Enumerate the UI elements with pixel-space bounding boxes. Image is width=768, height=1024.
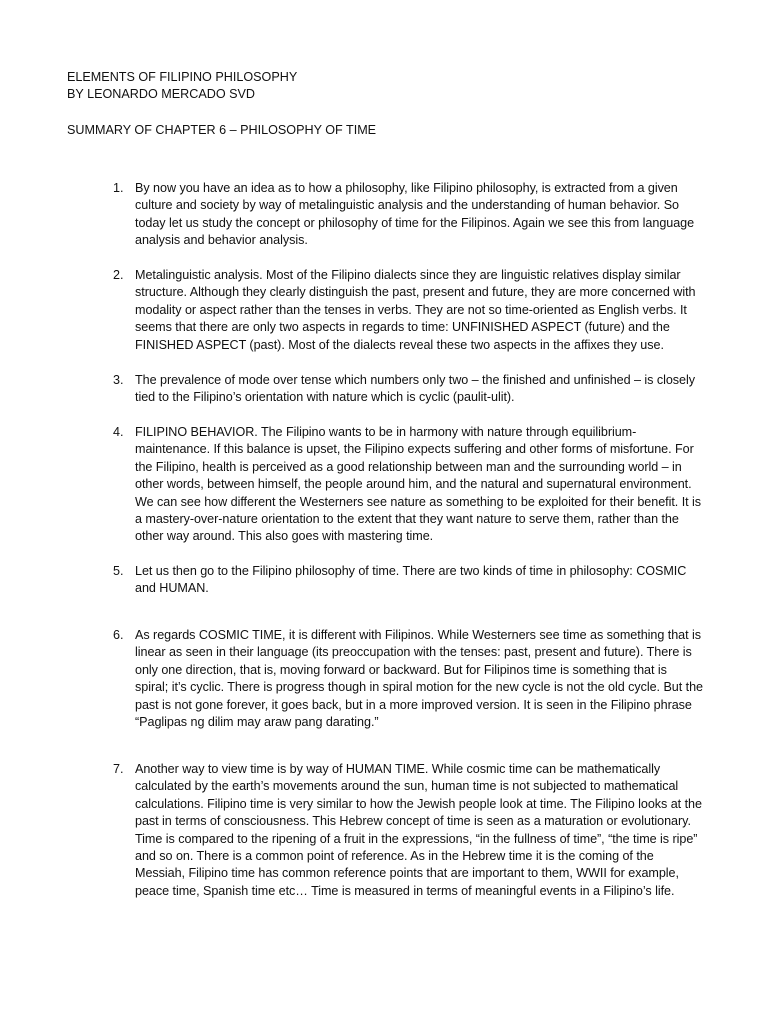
list-item-text: The prevalence of mode over tense which numbers only two – the finished and unfinished – is closely tied to the Filipino’s orientation with nature which is cyclic (paulit-ulit).: [135, 373, 695, 405]
list-item-number: 7.: [113, 762, 124, 776]
list-item: [113, 424, 703, 546]
list-item: [113, 563, 703, 598]
list-item: [113, 372, 703, 407]
document-header: [67, 69, 707, 104]
list-item-number: 4.: [113, 425, 124, 439]
chapter-subtitle: SUMMARY OF CHAPTER 6 – PHILOSOPHY OF TIME: [67, 123, 377, 137]
list-item-text: As regards COSMIC TIME, it is different with Filipinos. While Westerners see time as something that is linear as seen in their language (its preoccupation with the tenses: past, present and future). There is only one direction, that is, moving forward or backward. But for Filipinos time is something that is spiral; it’s cyclic. There is progress though in spiral motion for the new cycle is not the old cycle. But the past is not gone forever, it goes back, but in a more improved version. It is seen in the Filipino phrase “Paglipas ng dilim may araw pang darating.”: [135, 628, 704, 730]
list-item-text: Metalinguistic analysis. Most of the Filipino dialects since they are linguistic relatives display similar structure. Although they clearly distinguish the past, present and future, they are more concerned with modality or aspect rather than the tenses in verbs. They are not so time-oriented as English verbs. It seems that there are only two aspects in regards to time: UNFINISHED ASPECT (future) and the FINISHED ASPECT (past). Most of the dialects reveal these two aspects in the affixes they use.: [135, 268, 696, 352]
list-item-text: Another way to view time is by way of HUMAN TIME. While cosmic time can be mathematically calculated by the earth’s movements around the sun, human time is not subjected to mathematical calculations. Filipino time is very similar to how the Jewish people look at time. The Filipino looks at the past in terms of consciousness. This Hebrew concept of time is seen as a maturation or evolutionary. Time is compared to the ripening of a fruit in the expressions, “in the fullness of time”, “the time is ripe” and so on. There is a common point of reference. As in the Hebrew time it is the coming of the Messiah, Filipino time has common reference points that are important to them, WWII for example, peace time, Spanish time etc… Time is measured in terms of meaningful events in a Filipino’s life.: [135, 762, 702, 898]
list-item: [113, 627, 703, 731]
list-item-number: 2.: [113, 268, 124, 282]
list-item-text: FILIPINO BEHAVIOR. The Filipino wants to be in harmony with nature through equilibrium-maintenance. If this balance is upset, the Filipino expects suffering and other forms of misfortune. For the Filipino, health is perceived as a good relationship between man and the surrounding world – in other words, between himself, the people around him, and the natural and supernatural environment. We can see how different the Westerners see nature as something to be exploited for their benefit. It is a mastery-over-nature orientation to the extent that they want nature to serve them, rather than the other way around. This also goes with mastering time.: [135, 425, 702, 544]
list-item: [113, 180, 703, 250]
list-item: [113, 267, 703, 354]
list-item-number: 1.: [113, 181, 124, 195]
document-title: ELEMENTS OF FILIPINO PHILOSOPHY: [67, 70, 298, 84]
list-item-number: 5.: [113, 564, 124, 578]
list-item-text: By now you have an idea as to how a philosophy, like Filipino philosophy, is extracted from a given culture and society by way of metalinguistic analysis and the understanding of human behavior. So today let us study the concept or philosophy of time for the Filipinos. Again we see this from language analysis and behavior analysis.: [135, 181, 695, 248]
list-item-number: 3.: [113, 373, 124, 387]
document-author: BY LEONARDO MERCADO SVD: [67, 87, 256, 102]
list-item: [113, 761, 703, 900]
list-item-number: 6.: [113, 628, 124, 642]
list-item-text: Let us then go to the Filipino philosophy of time. There are two kinds of time in philosophy: COSMIC and HUMAN.: [135, 564, 687, 596]
